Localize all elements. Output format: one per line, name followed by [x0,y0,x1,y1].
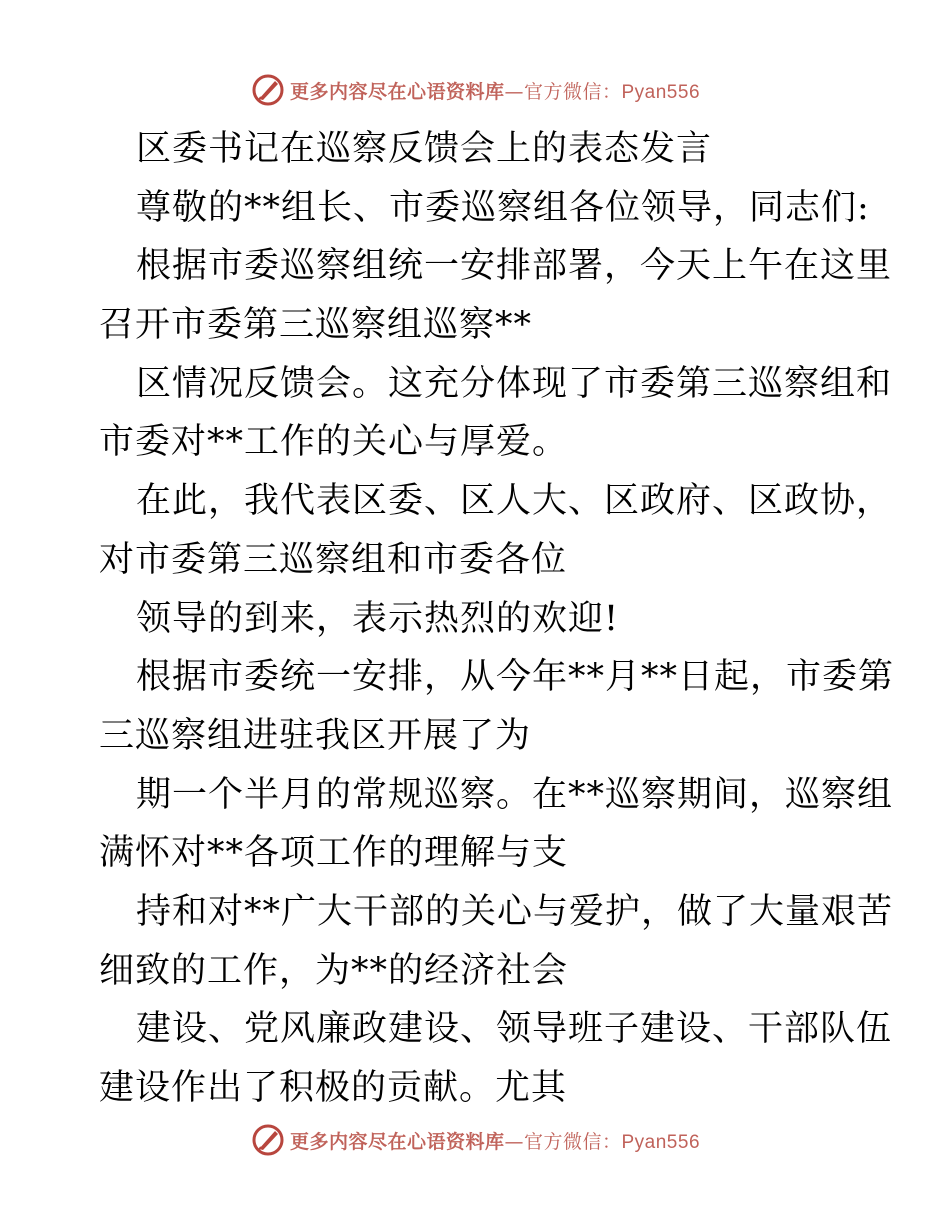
quill-logo-icon [250,1122,286,1158]
text-line: 尊敬的**组长、市委巡察组各位领导，同志们: [136,187,870,228]
text-line: 建设作出了积极的贡献。尤其 [99,1068,568,1108]
watermark-dash: — [504,1130,524,1153]
text-line: 持和对**广大干部的关心与爱护，做了大量艰苦 [136,891,894,932]
text-line: 区情况反馈会。这充分体现了市委第三巡察组和 [136,363,893,404]
watermark-main: 更多内容尽在心语资料库 [289,80,505,103]
text-line: 三巡察组进驻我区开展了为 [99,715,532,756]
text-line: 满怀对**各项工作的理解与支 [99,833,569,874]
text-line: 细致的工作，为**的经济社会 [99,950,569,991]
text-line: 召开市委第三巡察组巡察** [99,305,533,346]
text-line: 根据市委巡察组统一安排部署，今天上午在这里 [136,246,893,287]
text-line: 在此，我代表区委、区人大、区政府、区政协， [136,481,893,522]
text-line: 根据市委统一安排，从今年**月**日起，市委第 [136,657,895,698]
text-line: 市委对**工作的关心与厚爱。 [99,422,569,463]
text-line: 领导的到来，表示热烈的欢迎! [136,598,620,639]
text-line: 期一个半月的常规巡察。在**巡察期间，巡察组 [136,774,894,815]
watermark-id: Pyan556 [621,81,701,103]
watermark-main: 更多内容尽在心语资料库 [289,1130,505,1153]
watermark-id: Pyan556 [621,1131,701,1153]
footer-watermark [0,1120,950,1160]
quill-logo-icon [250,72,286,108]
text-line: 对市委第三巡察组和市委各位 [99,539,568,580]
document-body [99,120,895,1118]
watermark-text [290,77,700,104]
watermark-label: 官方微信： [523,80,622,103]
header-watermark [0,70,950,110]
document-title-line: 区委书记在巡察反馈会上的表态发言 [136,129,713,169]
watermark-dash: — [504,80,524,103]
watermark-text [290,1127,700,1154]
text-line: 建设、党风廉政建设、领导班子建设、干部队伍 [136,1009,893,1050]
watermark-label: 官方微信： [523,1130,622,1153]
